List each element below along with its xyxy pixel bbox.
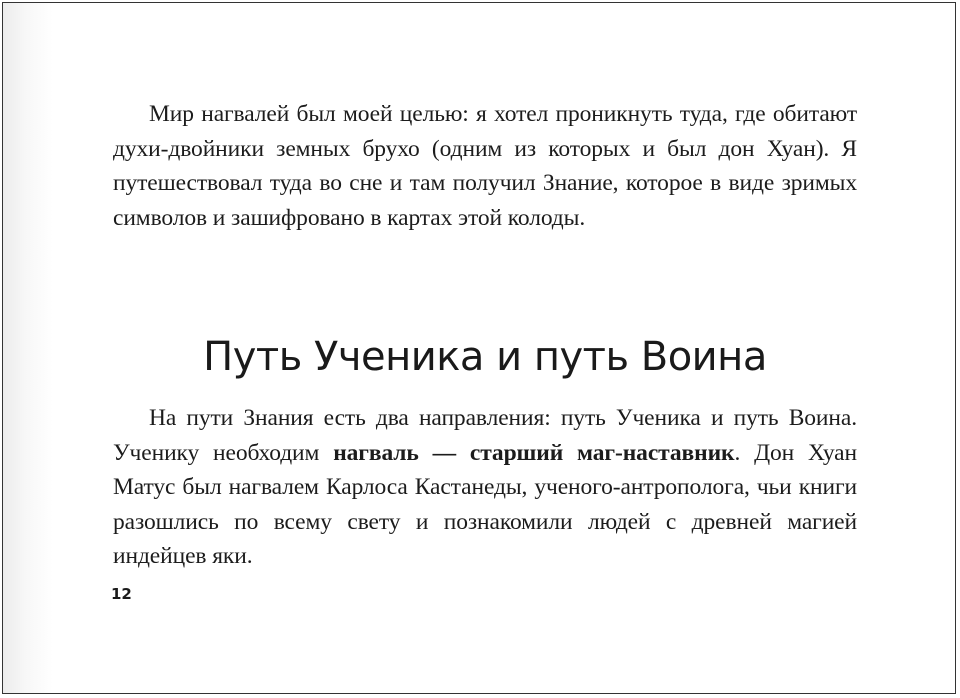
paragraph-paths-text-end: . Дон Хуан Матус был нагвалем Карлоса Кастанеды, ученого-антрополога, чьи книги разошлись по всему свету и познакомили людей с древней магией индейцев яки. xyxy=(113,439,857,569)
paragraph-paths xyxy=(113,401,857,574)
paragraph-paths-text-start: На пути Знания есть два направления: путь Ученика и путь Воина. Ученику необходим xyxy=(113,405,857,466)
book-page xyxy=(2,2,956,694)
paragraph-paths-bold-term: нагваль — старший маг-наставник xyxy=(333,439,735,466)
page-number: 12 xyxy=(111,585,132,603)
paragraph-intro: Мир нагвалей был моей целью: я хотел проникнуть туда, где обитают духи-двойники земных брухо (одним из которых и был дон Хуан). Я путешествовал туда во сне и там получил Знание, которое в виде зримых символов и зашифровано в картах этой колоды. xyxy=(113,101,857,231)
section-heading: Путь Ученика и путь Воина xyxy=(203,334,767,380)
